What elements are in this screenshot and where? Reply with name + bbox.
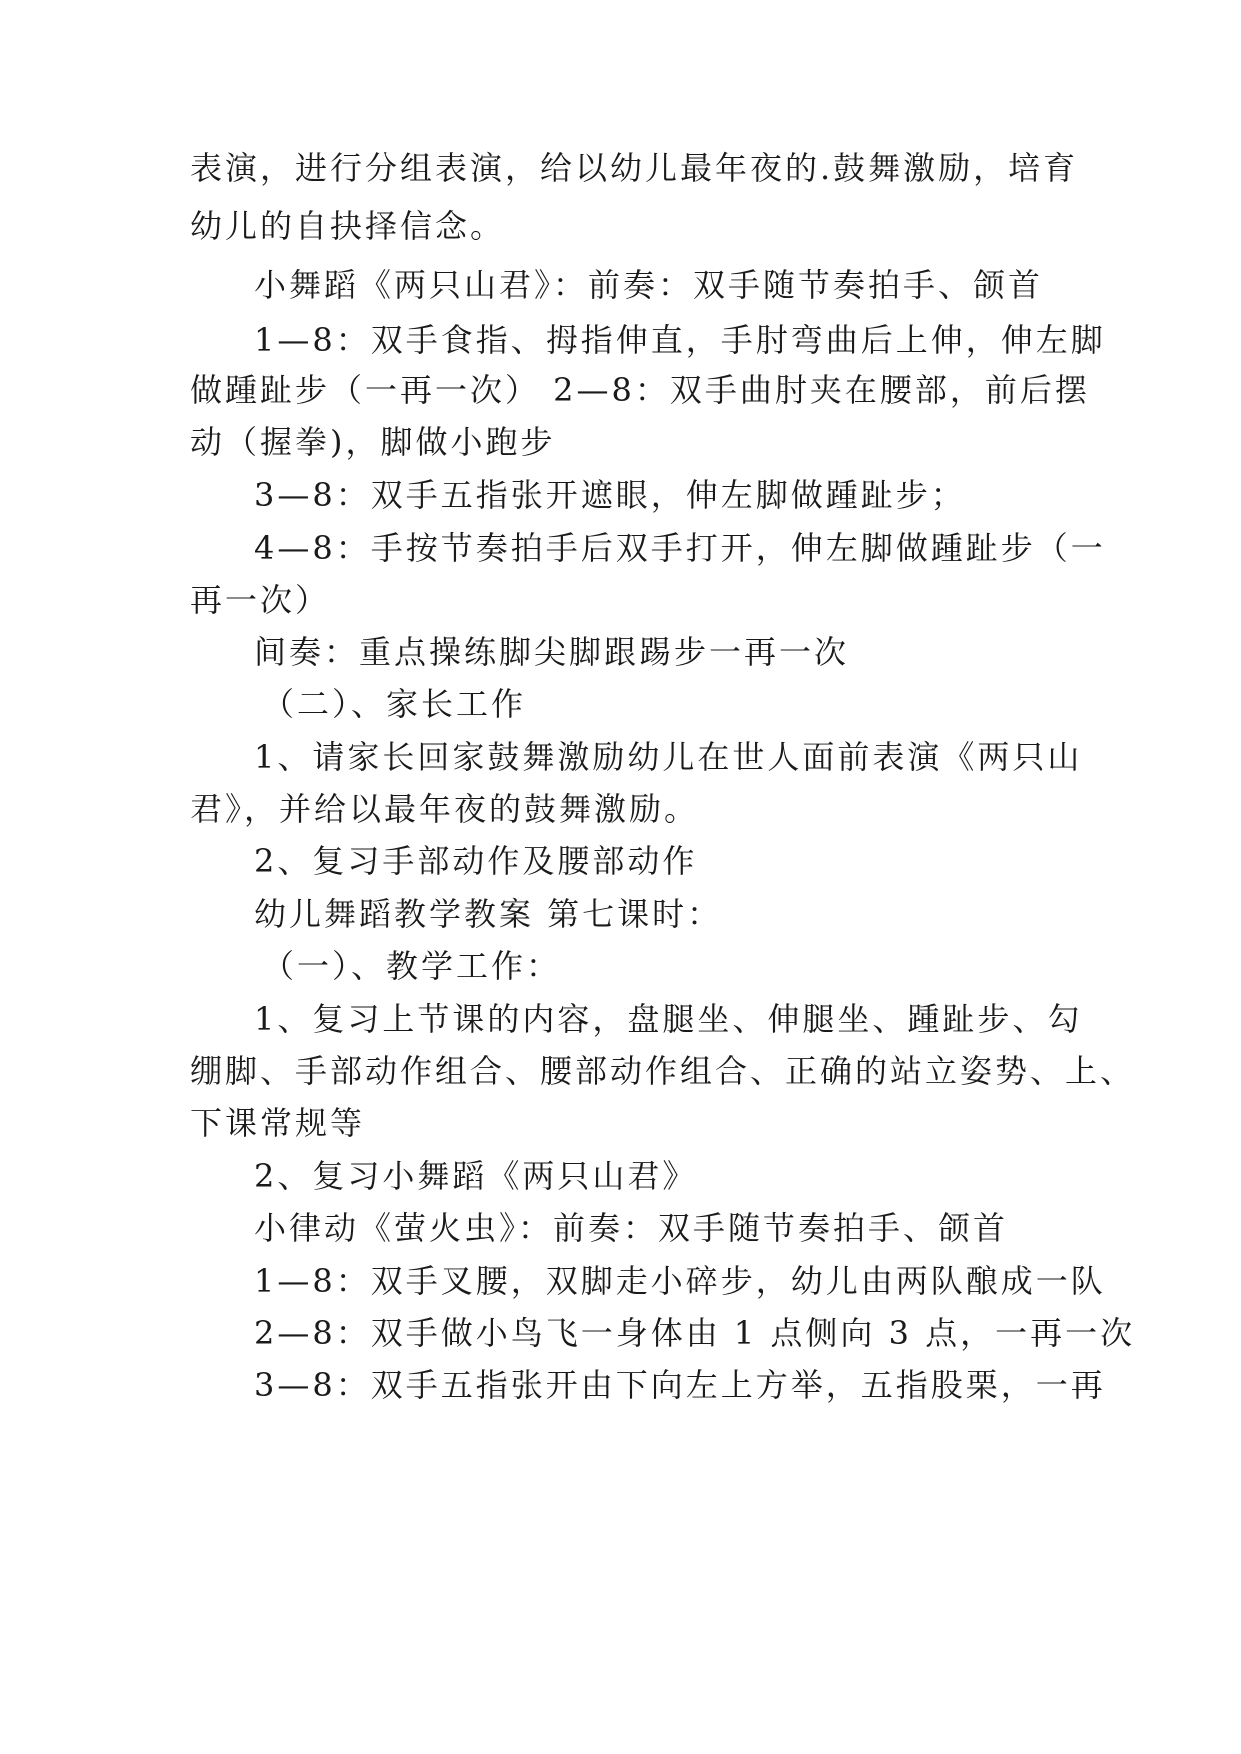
section-heading: （一）、教学工作：: [262, 947, 562, 985]
paragraph-line: 动（握拳)，脚做小跑步: [190, 423, 556, 461]
paragraph-line: 下课常规等: [190, 1104, 366, 1142]
paragraph-line: 3—8：双手五指张开遮眼，伸左脚做踵趾步；: [254, 476, 966, 514]
paragraph-line: 做踵趾步（一再一次） 2—8：双手曲肘夹在腰部，前后摆: [190, 371, 1090, 409]
paragraph-line: 1—8：双手叉腰，双脚走小碎步，幼儿由两队酿成一队: [254, 1262, 1106, 1300]
paragraph-line: 2—8：双手做小鸟飞一身体由 1 点侧向 3 点，一再一次: [254, 1314, 1136, 1352]
paragraph-line: 1、请家长回家鼓舞激励幼儿在世人面前表演《两只山: [254, 738, 1083, 776]
paragraph-line: 间奏：重点操练脚尖脚跟踢步一再一次: [254, 633, 850, 671]
paragraph-line: 1—8：双手食指、拇指伸直，手肘弯曲后上伸，伸左脚: [254, 321, 1106, 359]
paragraph-line: 再一次）: [190, 581, 331, 619]
paragraph-line: 2、复习手部动作及腰部动作: [254, 842, 698, 880]
paragraph-line: 幼儿的自抉择信念。: [190, 207, 506, 245]
paragraph-line: 3—8：双手五指张开由下向左上方举，五指股栗，一再: [254, 1366, 1106, 1404]
paragraph-line: 绷脚、手部动作组合、腰部动作组合、正确的站立姿势、上、: [190, 1052, 1136, 1090]
paragraph-line: 2、复习小舞蹈《两只山君》: [254, 1157, 698, 1195]
section-heading: （二）、家长工作: [262, 685, 527, 723]
lesson-heading: 幼儿舞蹈教学教案 第七课时：: [254, 895, 723, 933]
paragraph-line: 4—8：手按节奏拍手后双手打开，伸左脚做踵趾步（一: [254, 529, 1106, 567]
paragraph-line: 小律动《萤火虫》：前奏：双手随节奏拍手、颌首: [254, 1209, 1009, 1247]
paragraph-line: 君》，并给以最年夜的鼓舞激励。: [190, 790, 700, 828]
paragraph-line: 表演，进行分组表演，给以幼儿最年夜的.鼓舞激励，培育: [190, 149, 1079, 187]
paragraph-line: 小舞蹈《两只山君》：前奏：双手随节奏拍手、颌首: [254, 266, 1044, 304]
paragraph-line: 1、复习上节课的内容，盘腿坐、伸腿坐、踵趾步、勾: [254, 1000, 1083, 1038]
